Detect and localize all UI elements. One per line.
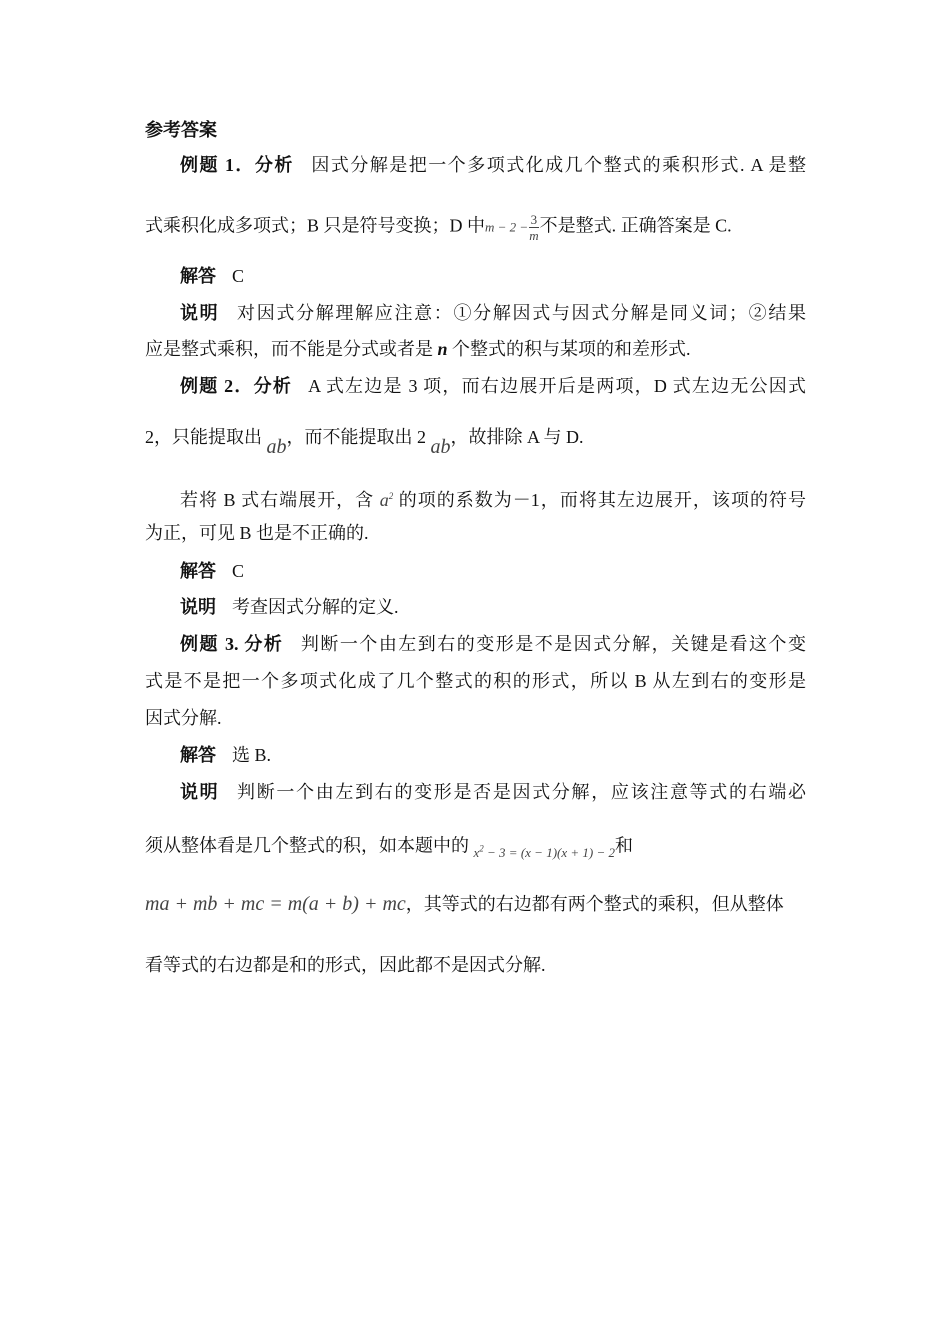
denominator: m bbox=[529, 228, 539, 243]
body-text: 看等式的右边都是和的形式，因此都不是因式分解. bbox=[145, 955, 546, 975]
label-heading: 例题 3. 分析 bbox=[180, 634, 284, 654]
label-heading: 解答 bbox=[180, 561, 216, 581]
text-line bbox=[145, 212, 732, 243]
text-line bbox=[145, 892, 784, 916]
body-text: 因式分解. bbox=[145, 708, 222, 728]
math-expression bbox=[380, 490, 394, 510]
body-text: 因式分解是把一个多项式化成几个整式的乘积形式. A 是整 bbox=[309, 155, 806, 175]
body-text: 个整式的积与某项的和差形式. bbox=[447, 339, 691, 359]
text-line bbox=[180, 595, 399, 619]
body-text: ，其等式的右边都有两个整式的乘积，但从整体 bbox=[405, 894, 784, 914]
body-text: 和 bbox=[615, 835, 633, 856]
text-line bbox=[180, 743, 271, 767]
body-text: 不是整式. 正确答案是 C. bbox=[539, 215, 732, 236]
text-line bbox=[145, 669, 806, 693]
body-text: 判断一个由左到右的变形是不是因式分解，关键是看这个变 bbox=[299, 634, 806, 654]
body-text: 对因式分解理解应注意：①分解因式与因式分解是同义词；②结果 bbox=[235, 303, 807, 323]
label-heading: 例题 2．分析 bbox=[180, 376, 293, 396]
body-text: 2，只能提取出 bbox=[145, 427, 267, 447]
text-line bbox=[180, 780, 806, 804]
math-expression: ab bbox=[266, 436, 287, 458]
text-line bbox=[180, 484, 806, 512]
math-base: a bbox=[379, 490, 389, 510]
body-text: C bbox=[232, 561, 245, 581]
math-expression: n bbox=[437, 339, 448, 359]
text-line bbox=[145, 953, 546, 977]
body-text: 应是整式乘积，而不能是分式或者是 bbox=[145, 339, 438, 359]
math-rest: − 3 = (x − 1)(x + 1) − 2 bbox=[483, 845, 615, 861]
math-fraction bbox=[529, 212, 538, 243]
label-heading: 说明 bbox=[180, 782, 220, 802]
body-text: 的项的系数为－1，而将其左边展开，该项的符号 bbox=[393, 490, 806, 510]
text-line bbox=[180, 374, 806, 398]
text-line bbox=[145, 831, 633, 859]
math-expression: ma + mb + mc = m(a + b) + mc bbox=[145, 893, 406, 915]
body-text: 式是不是把一个多项式化成了几个整式的积的形式，所以 B 从左到右的变形是 bbox=[145, 671, 806, 691]
text-line bbox=[145, 425, 584, 458]
body-text: 式乘积化成多项式；B 只是符号变换；D 中 bbox=[145, 215, 486, 236]
text-line bbox=[145, 521, 369, 545]
label-heading: 解答 bbox=[180, 266, 216, 286]
label-heading: 例题 1．分析 bbox=[180, 155, 294, 175]
math-expression bbox=[474, 845, 616, 860]
math-exponent: 2 bbox=[388, 491, 394, 501]
numerator: 3 bbox=[530, 212, 538, 227]
body-text: ，而不能提取出 2 bbox=[286, 427, 431, 447]
body-text: ，故排除 A 与 D. bbox=[450, 427, 584, 447]
text-line bbox=[180, 153, 806, 177]
label-heading: 解答 bbox=[180, 745, 216, 765]
body-text: 判断一个由左到右的变形是否是因式分解，应该注意等式的右端必 bbox=[235, 782, 807, 802]
text-line bbox=[180, 632, 806, 656]
math-expression: ab bbox=[430, 436, 451, 458]
body-text: 须从整体看是几个整式的积，如本题中的 bbox=[145, 835, 474, 856]
body-text: 为正，可见 B 也是不正确的. bbox=[145, 523, 369, 543]
label-heading: 说明 bbox=[180, 597, 216, 617]
body-text: A 式左边是 3 项，而右边展开后是两项，D 式左边无公因式 bbox=[308, 376, 806, 396]
body-text: 考查因式分解的定义. bbox=[232, 597, 399, 617]
text-line bbox=[145, 337, 691, 361]
text-line bbox=[180, 264, 244, 288]
math-expression: m − 2 − bbox=[485, 219, 529, 235]
body-text: 若将 B 式右端展开，含 bbox=[180, 490, 380, 510]
text-line bbox=[180, 559, 244, 583]
text-line bbox=[145, 706, 222, 730]
text-line bbox=[180, 301, 806, 325]
body-text: C bbox=[232, 266, 245, 286]
math-base: x bbox=[473, 845, 480, 861]
math-exponent: 2 bbox=[479, 844, 484, 854]
section-title: 参考答案 bbox=[145, 120, 217, 140]
label-heading: 说明 bbox=[180, 303, 220, 323]
body-text: 选 B. bbox=[232, 745, 272, 765]
